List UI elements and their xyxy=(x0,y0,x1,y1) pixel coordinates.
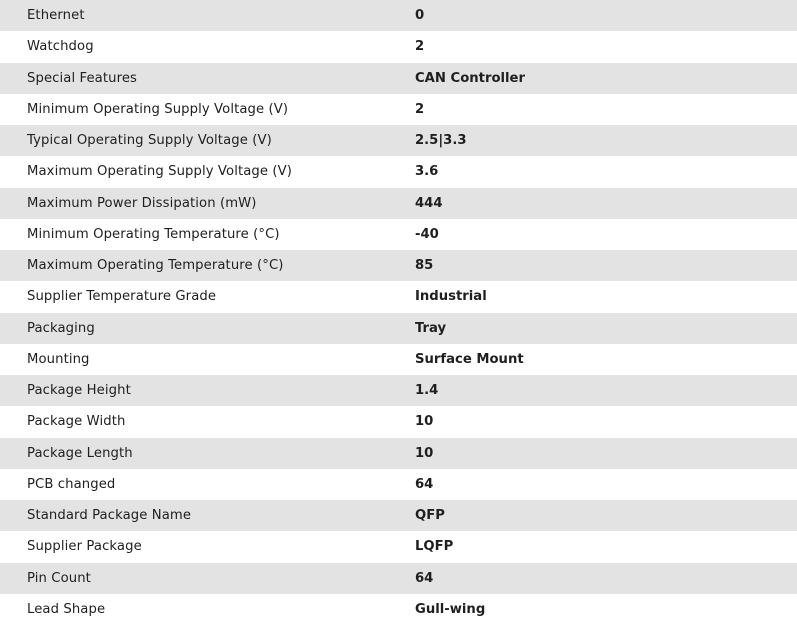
spec-row-max-operating-temperature xyxy=(0,250,797,281)
spec-label: Supplier Package xyxy=(27,539,142,555)
spec-value: 2.5|3.3 xyxy=(415,133,467,149)
spec-label: Supplier Temperature Grade xyxy=(27,289,217,305)
spec-value: 10 xyxy=(415,414,434,430)
spec-value: 444 xyxy=(415,195,443,211)
spec-row-package-width xyxy=(0,406,797,437)
spec-label: Maximum Operating Temperature (°C) xyxy=(27,258,284,274)
spec-row-pcb-changed xyxy=(0,469,797,500)
spec-label: Minimum Operating Supply Voltage (V) xyxy=(27,101,289,117)
spec-row-ethernet xyxy=(0,0,797,31)
spec-row-min-supply-voltage xyxy=(0,94,797,125)
spec-value: 2 xyxy=(415,39,425,55)
spec-row-package-length xyxy=(0,438,797,469)
spec-label: Packaging xyxy=(27,320,95,336)
spec-label: Package Height xyxy=(27,383,131,399)
spec-row-min-operating-temperature xyxy=(0,219,797,250)
spec-label: Special Features xyxy=(27,70,138,86)
spec-value: 85 xyxy=(415,258,434,274)
spec-row-temperature-grade xyxy=(0,281,797,312)
spec-label: Watchdog xyxy=(27,39,94,55)
spec-row-lead-shape xyxy=(0,594,797,625)
spec-label: Maximum Power Dissipation (mW) xyxy=(27,195,257,211)
spec-row-supplier-package xyxy=(0,531,797,562)
spec-value: 1.4 xyxy=(415,383,439,399)
spec-label: Package Length xyxy=(27,445,133,461)
spec-value: 10 xyxy=(415,445,434,461)
spec-label: Minimum Operating Temperature (°C) xyxy=(27,226,280,242)
spec-value: Gull-wing xyxy=(415,601,486,617)
spec-value: 64 xyxy=(415,476,434,492)
spec-label: Maximum Operating Supply Voltage (V) xyxy=(27,164,292,180)
spec-value: 0 xyxy=(415,8,425,24)
spec-label: Typical Operating Supply Voltage (V) xyxy=(27,133,272,149)
spec-value: Tray xyxy=(415,320,447,336)
spec-row-max-power-dissipation xyxy=(0,188,797,219)
spec-value: 64 xyxy=(415,570,434,586)
spec-row-standard-package-name xyxy=(0,500,797,531)
spec-row-package-height xyxy=(0,375,797,406)
spec-value: 2 xyxy=(415,101,425,117)
spec-label: Ethernet xyxy=(27,8,85,24)
spec-label: Standard Package Name xyxy=(27,508,192,524)
spec-row-typical-supply-voltage xyxy=(0,125,797,156)
spec-label: Pin Count xyxy=(27,570,91,586)
spec-value: Surface Mount xyxy=(415,351,524,367)
spec-row-max-supply-voltage xyxy=(0,156,797,187)
spec-row-packaging xyxy=(0,313,797,344)
spec-label: Mounting xyxy=(27,351,90,367)
spec-value: -40 xyxy=(415,226,439,242)
spec-row-mounting xyxy=(0,344,797,375)
spec-label: Lead Shape xyxy=(27,601,106,617)
spec-row-special-features xyxy=(0,63,797,94)
spec-label: Package Width xyxy=(27,414,126,430)
spec-label: PCB changed xyxy=(27,476,116,492)
spec-value: QFP xyxy=(415,508,445,524)
spec-value: CAN Controller xyxy=(415,70,525,86)
spec-row-pin-count xyxy=(0,563,797,594)
spec-value: LQFP xyxy=(415,539,454,555)
spec-row-watchdog xyxy=(0,31,797,62)
spec-value: 3.6 xyxy=(415,164,439,180)
spec-value: Industrial xyxy=(415,289,487,305)
